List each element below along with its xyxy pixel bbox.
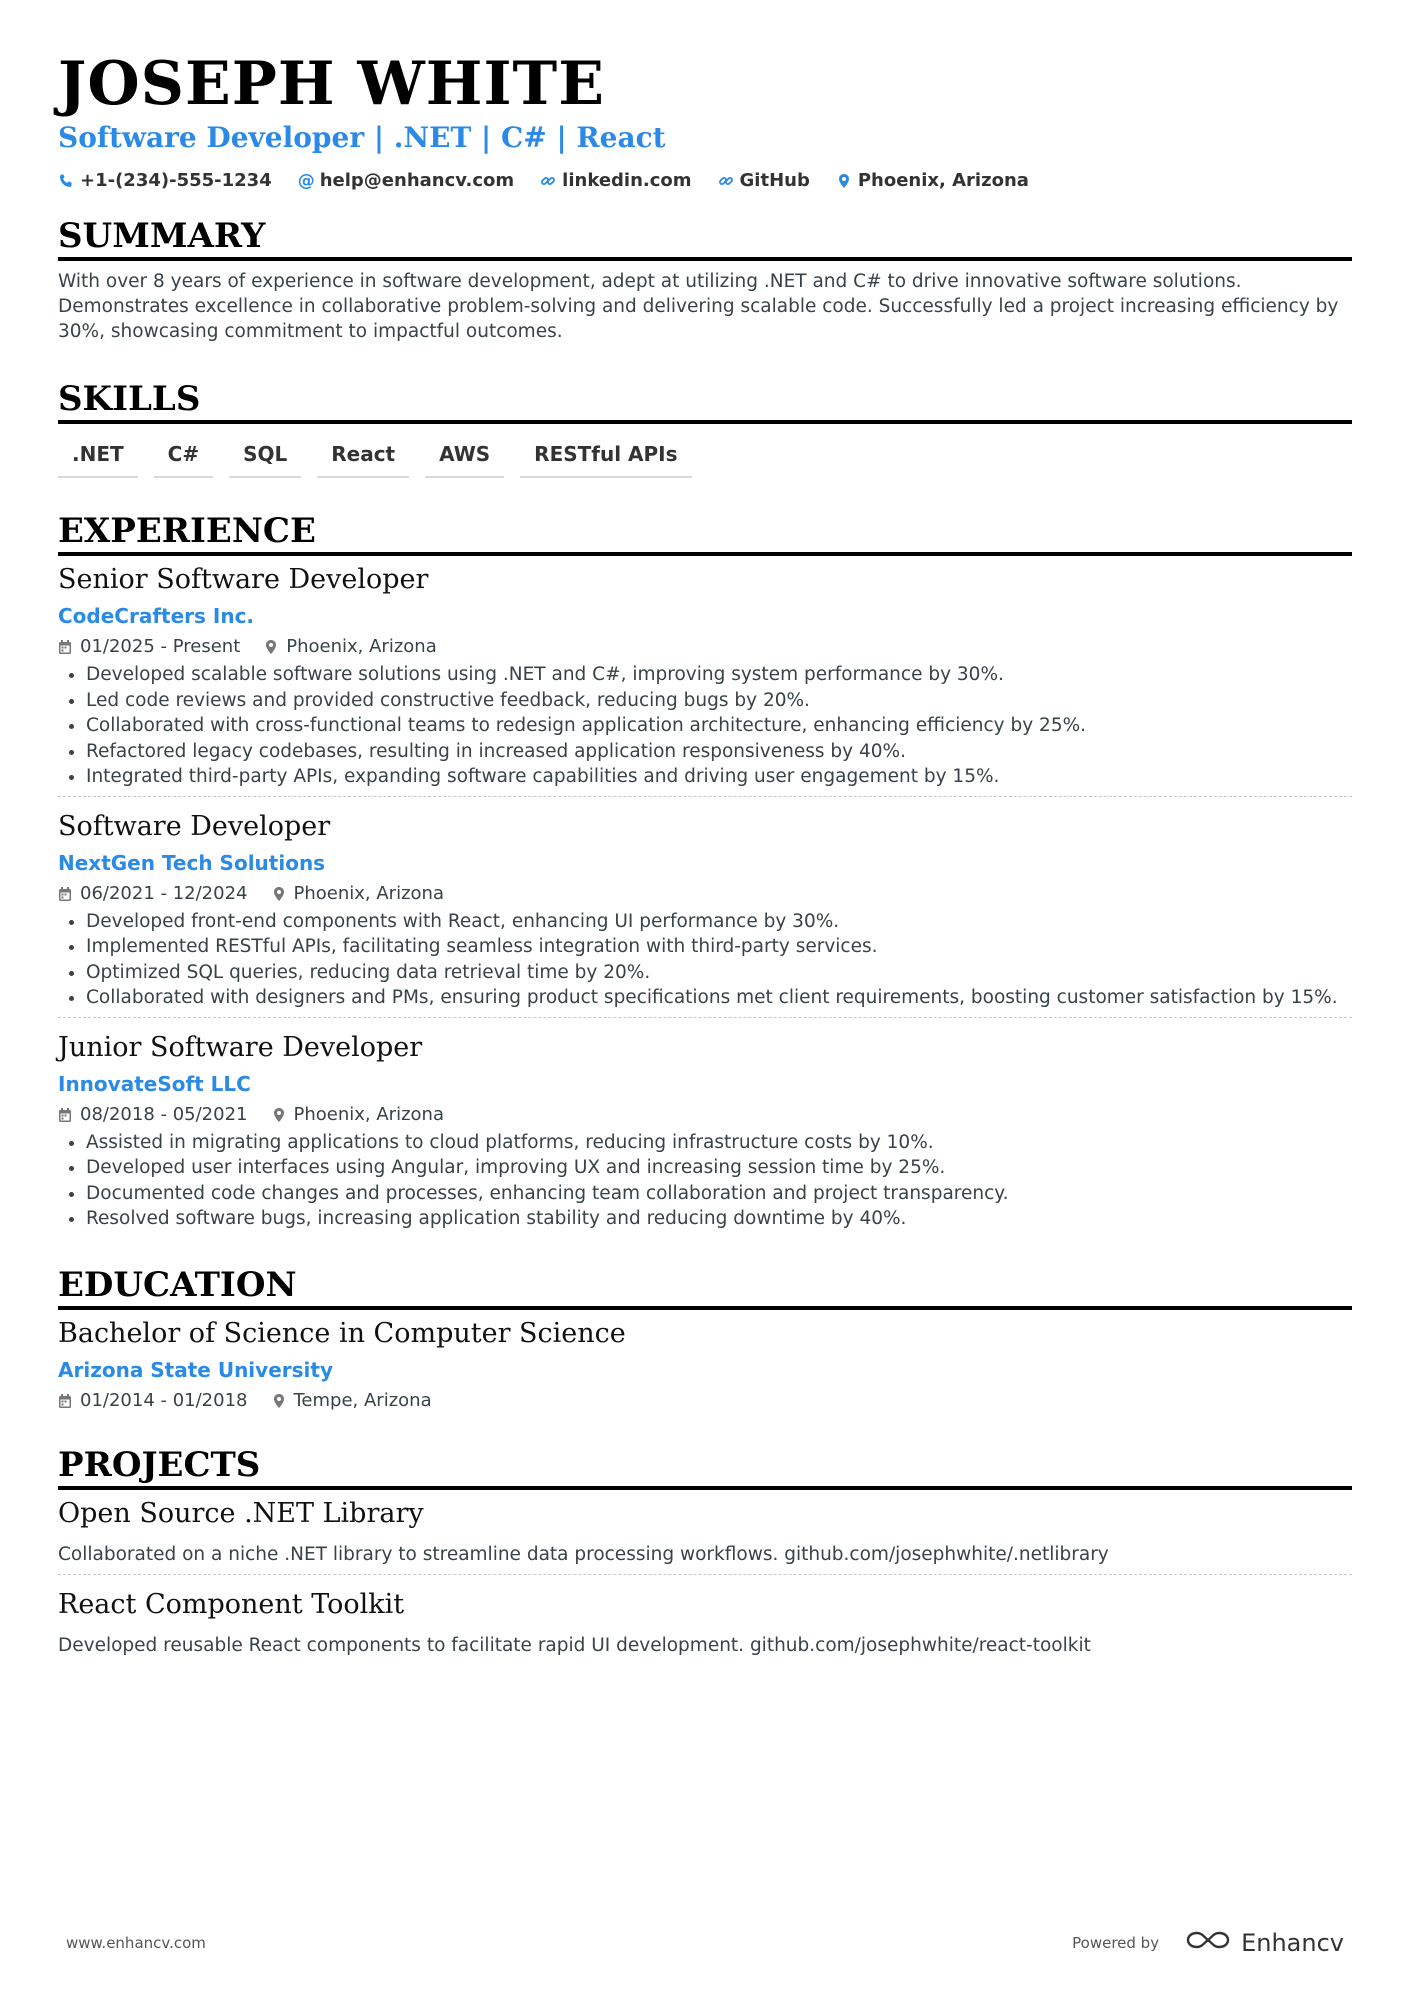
powered-by-label: Powered by [1072, 1934, 1160, 1952]
skills-list [58, 436, 1352, 478]
job-bullets [58, 662, 1352, 790]
skills-section [58, 378, 1352, 478]
contact-linkedin[interactable] [540, 170, 691, 191]
job-meta [58, 634, 1352, 660]
list-item: • Collaborated with designers and PMs, ensuring product specifications met client requirements, boosting customer satisfaction by 15%. [86, 985, 1352, 1011]
company-name[interactable]: NextGen Tech Solutions [58, 850, 326, 875]
location-pin-icon [272, 1107, 286, 1123]
candidate-headline: Software Developer | .NET | C# | React [58, 121, 666, 154]
phone-icon [58, 173, 74, 189]
experience-entry [58, 562, 1352, 796]
project-description: Collaborated on a niche .NET library to streamline data processing workflows. github.com/josephwhite/.netlibrary [58, 1543, 1109, 1565]
summary-text: With over 8 years of experience in software development, adept at utilizing .NET and C# to drive innovative software solutions. Demonstrates excellence in collaborative problem-solving and delivering scalable code. Successfully led a project increasing efficiency by 30%, showcasing commitment to impactful outcomes. [58, 271, 1339, 342]
project-entry [58, 1496, 1352, 1574]
job-bullets [58, 909, 1352, 1011]
list-item: • Led code reviews and provided constructive feedback, reducing bugs by 20%. [86, 688, 1352, 714]
experience-entry [58, 796, 1352, 1017]
skill-tag: React [317, 436, 409, 478]
job-location: Phoenix, Arizona [293, 1103, 444, 1125]
brand-logo[interactable] [1185, 1929, 1344, 1957]
contact-bar [58, 170, 1352, 191]
skill-tag: RESTful APIs [520, 436, 691, 478]
education-dates: 01/2014 - 01/2018 [80, 1389, 248, 1411]
brand-name: Enhancv [1241, 1929, 1344, 1957]
location-pin-icon [836, 173, 852, 189]
job-dates: 08/2018 - 05/2021 [80, 1103, 248, 1125]
contact-github[interactable] [718, 170, 810, 191]
list-item: • Optimized SQL queries, reducing data retrieval time by 20%. [86, 960, 1352, 986]
list-item: • Collaborated with cross-functional teams to redesign application architecture, enhancing efficiency by 25%. [86, 713, 1352, 739]
section-title-projects: PROJECTS [58, 1444, 1352, 1490]
contact-email-text: help@enhancv.com [319, 170, 515, 191]
skill-tag: .NET [58, 436, 138, 478]
enhancv-logo-icon [1185, 1929, 1231, 1957]
project-name: Open Source .NET Library [58, 1497, 424, 1529]
location-pin-icon [272, 1393, 286, 1409]
list-item: • Assisted in migrating applications to cloud platforms, reducing infrastructure costs by 10%. [86, 1130, 1352, 1156]
section-title-experience: EXPERIENCE [58, 510, 1352, 556]
powered-by [1072, 1929, 1344, 1957]
project-description: Developed reusable React components to facilitate rapid UI development. github.com/josephwhite/react-toolkit [58, 1634, 1091, 1656]
section-title-skills: SKILLS [58, 378, 1352, 424]
summary-section [58, 215, 1352, 344]
list-item: • Developed scalable software solutions using .NET and C#, improving system performance by 30%. [86, 662, 1352, 688]
contact-phone-text: +1-(234)-555-1234 [80, 170, 272, 191]
calendar-icon [58, 1107, 72, 1123]
list-item: • Documented code changes and processes, enhancing team collaboration and project transparency. [86, 1181, 1352, 1207]
contact-location-text: Phoenix, Arizona [857, 170, 1029, 191]
link-icon [540, 173, 556, 189]
contact-github-text: GitHub [739, 170, 810, 191]
job-bullets [58, 1130, 1352, 1232]
page-footer [66, 1929, 1344, 1957]
list-item: • Integrated third-party APIs, expanding software capabilities and driving user engagement by 15%. [86, 764, 1352, 790]
list-item: • Resolved software bugs, increasing application stability and reducing downtime by 40%. [86, 1206, 1352, 1232]
education-location: Tempe, Arizona [293, 1389, 432, 1411]
location-pin-icon [264, 639, 278, 655]
job-meta [58, 1102, 1352, 1128]
contact-linkedin-text: linkedin.com [562, 170, 692, 191]
at-icon: @ [297, 170, 315, 191]
list-item: • Developed front-end components with React, enhancing UI performance by 30%. [86, 909, 1352, 935]
job-title: Software Developer [58, 810, 331, 842]
project-entry [58, 1574, 1352, 1665]
degree-title: Bachelor of Science in Computer Science [58, 1317, 626, 1349]
location-pin-icon [272, 886, 286, 902]
experience-section [58, 510, 1352, 1238]
skill-tag: AWS [425, 436, 504, 478]
school-name[interactable]: Arizona State University [58, 1357, 333, 1382]
education-meta [58, 1388, 1352, 1414]
company-name[interactable]: CodeCrafters Inc. [58, 604, 255, 628]
footer-website[interactable]: www.enhancv.com [66, 1934, 206, 1952]
job-location: Phoenix, Arizona [286, 636, 437, 657]
education-section [58, 1264, 1352, 1414]
list-item: • Refactored legacy codebases, resulting in increased application responsiveness by 40%. [86, 739, 1352, 765]
job-dates: 06/2021 - 12/2024 [80, 882, 248, 904]
experience-entry [58, 1017, 1352, 1238]
skill-tag: C# [154, 436, 213, 478]
section-title-summary: SUMMARY [58, 215, 1352, 261]
calendar-icon [58, 1393, 72, 1409]
skill-tag: SQL [229, 436, 301, 478]
job-location: Phoenix, Arizona [293, 882, 444, 904]
project-name: React Component Toolkit [58, 1588, 405, 1620]
calendar-icon [58, 639, 72, 655]
company-name[interactable]: InnovateSoft LLC [58, 1071, 251, 1096]
section-title-education: EDUCATION [58, 1264, 1352, 1310]
contact-phone[interactable] [58, 170, 272, 191]
job-dates: 01/2025 - Present [80, 636, 241, 657]
job-meta [58, 881, 1352, 907]
job-title: Senior Software Developer [58, 564, 429, 595]
projects-section [58, 1444, 1352, 1665]
link-icon [718, 173, 734, 189]
resume-header [58, 48, 1352, 191]
list-item: • Developed user interfaces using Angular, improving UX and increasing session time by 25%. [86, 1155, 1352, 1181]
candidate-name: JOSEPH WHITE [58, 49, 605, 119]
contact-location [836, 170, 1029, 191]
contact-email[interactable] [298, 170, 514, 191]
calendar-icon [58, 886, 72, 902]
job-title: Junior Software Developer [58, 1031, 423, 1063]
list-item: • Implemented RESTful APIs, facilitating seamless integration with third-party services. [86, 934, 1352, 960]
